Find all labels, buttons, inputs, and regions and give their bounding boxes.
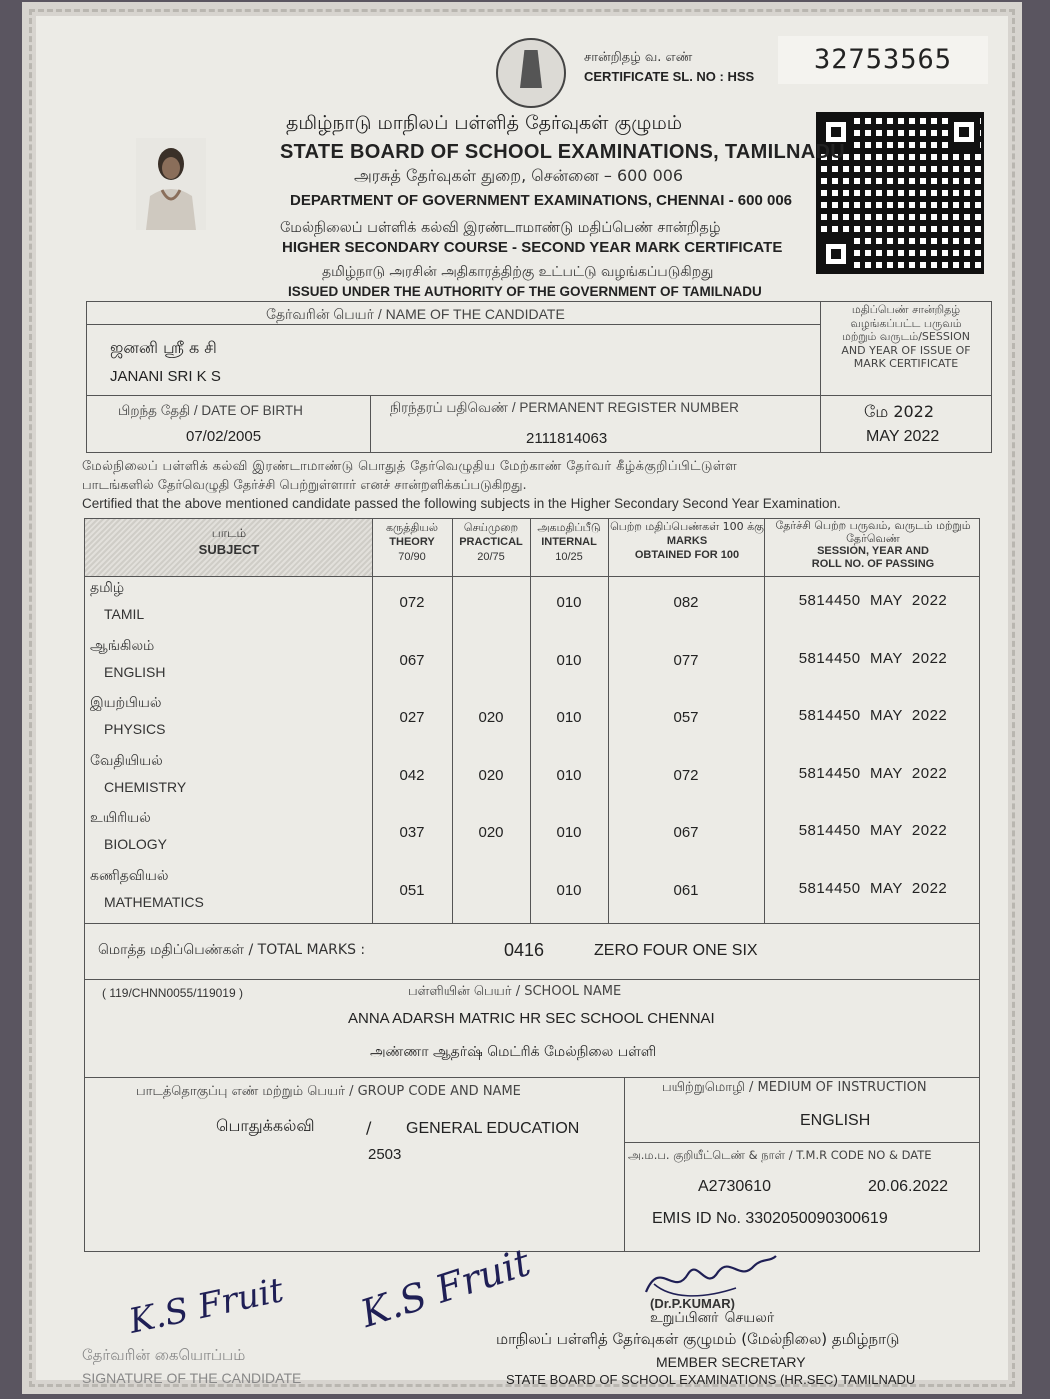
candidate-signature-2: K.S Fruit [355, 1240, 536, 1336]
theory-mark: 027 [399, 709, 425, 726]
group-name-ta: பொதுக்கல்வி [216, 1116, 315, 1135]
register-number-label: நிரந்தரப் பதிவெண் / PERMANENT REGISTER NUMBER [390, 400, 739, 415]
header-marks: பெற்ற மதிப்பெண்கள் 100 க்கு MARKS OBTAINED FOR 100 [610, 520, 764, 561]
session-issue-en: MAY 2022 [866, 428, 940, 445]
practical-mark: 020 [478, 709, 504, 726]
certificate-sheet [22, 2, 1022, 1394]
certify-text-en: Certified that the above mentioned candidate passed the following subjects in the Higher Secondary Second Year Examination. [82, 496, 841, 511]
internal-mark: 010 [556, 824, 582, 841]
header-internal: அகமதிப்பீடு INTERNAL 10/25 [537, 521, 601, 563]
candidate-name-label: தேர்வரின் பெயர் / NAME OF THE CANDIDATE [266, 306, 565, 322]
internal-mark: 010 [556, 766, 582, 784]
header-subject: பாடம் SUBJECT [198, 526, 260, 557]
school-name-label: பள்ளியின் பெயர் / SCHOOL NAME [408, 984, 622, 999]
group-code: 2503 [368, 1146, 402, 1163]
tmr-date: 20.06.2022 [868, 1178, 949, 1195]
internal-mark: 010 [556, 709, 582, 726]
medium-value: ENGLISH [800, 1112, 871, 1129]
header-theory: கருத்தியல் THEORY 70/90 [386, 521, 438, 563]
register-number: 2111814063 [526, 430, 608, 447]
session-of-issue-label: மதிப்பெண் சான்றிதழ் வழங்கப்பட்ட பருவம் மற்றும் வருடம்/SESSION AND YEAR OF ISSUE OF MARK CERTIFICATE [841, 303, 971, 370]
candidate-signature-label-en: SIGNATURE OF THE CANDIDATE [82, 1370, 302, 1386]
total-marks-value: 0416 [504, 940, 545, 960]
date-of-birth: 07/02/2005 [186, 428, 262, 445]
subject-name-ta: ஆங்கிலம் [90, 637, 155, 654]
authority-text-ta: தமிழ்நாடு அரசின் அதிகாரத்திற்கு உட்பட்டு வழங்கப்படுகிறது [322, 264, 714, 280]
group-label: பாடத்தொகுப்பு எண் மற்றும் பெயர் / GROUP CODE AND NAME [136, 1084, 521, 1099]
session-roll-no: 5814450 MAY 2022 [798, 707, 948, 724]
subject-name-ta: தமிழ் [90, 580, 125, 596]
certify-text-ta-1: மேல்நிலைப் பள்ளிக் கல்வி இரண்டாமாண்டு பொதுத் தேர்வெழுதிய மேற்காண் தேர்வர் கீழ்க்குறிப்பிட்டுள்ள [82, 459, 738, 474]
internal-mark: 010 [556, 594, 582, 611]
theory-mark: 042 [399, 766, 425, 784]
candidate-signature-label-ta: தேர்வரின் கையொப்பம் [82, 1346, 246, 1364]
secretary-name: (Dr.P.KUMAR) [650, 1296, 735, 1311]
government-emblem-icon [496, 38, 566, 108]
subject-name-en: TAMIL [104, 606, 145, 622]
candidate-name-ta: ஜனனி ஸ்ரீ க சி [110, 338, 217, 357]
theory-mark: 051 [399, 881, 425, 899]
tmr-code: A2730610 [698, 1178, 771, 1195]
internal-mark: 010 [556, 651, 582, 669]
certify-text-ta-2: பாடங்களில் தேர்வெழுதி தேர்ச்சி பெற்றுள்ளார் எனச் சான்றளிக்கப்படுகிறது. [82, 478, 527, 493]
session-roll-no: 5814450 MAY 2022 [798, 764, 948, 782]
theory-mark: 072 [399, 594, 425, 611]
total-mark: 061 [673, 881, 699, 899]
dept-name-en: DEPARTMENT OF GOVERNMENT EXAMINATIONS, CHENNAI - 600 006 [290, 192, 793, 209]
qr-code [816, 112, 984, 274]
secretary-board-ta: மாநிலப் பள்ளித் தேர்வுகள் குழுமம் (மேல்நிலை) தமிழ்நாடு [496, 1330, 900, 1348]
subject-name-en: PHYSICS [104, 721, 166, 737]
secretary-board-en: STATE BOARD OF SCHOOL EXAMINATIONS (HR.SEC) TAMILNADU [506, 1372, 916, 1387]
group-name-en: GENERAL EDUCATION [406, 1120, 580, 1137]
certificate-serial-number: 32753565 [778, 36, 988, 84]
header-session: தேர்ச்சி பெற்ற பருவம், வருடம் மற்றும் தேர்வெண் SESSION, YEAR AND ROLL NO. OF PASSING [775, 519, 971, 570]
dept-name-ta: அரசுத் தேர்வுகள் துறை, சென்னை – 600 006 [354, 166, 684, 185]
session-roll-no: 5814450 MAY 2022 [798, 822, 948, 839]
board-name-en: STATE BOARD OF SCHOOL EXAMINATIONS, TAMILNADU [280, 141, 845, 163]
candidate-name-en: JANANI SRI K S [110, 368, 221, 385]
subject-name-ta: கணிதவியல் [90, 867, 169, 884]
serial-label-en: CERTIFICATE SL. NO : HSS [584, 69, 755, 84]
session-roll-no: 5814450 MAY 2022 [798, 649, 948, 667]
session-issue-ta: மே 2022 [864, 402, 935, 421]
authority-text-en: ISSUED UNDER THE AUTHORITY OF THE GOVERNMENT OF TAMILNADU [288, 284, 762, 299]
subject-name-en: CHEMISTRY [104, 778, 187, 795]
subject-name-en: ENGLISH [104, 663, 166, 680]
group-separator: / [366, 1118, 372, 1137]
school-name-ta: அண்ணா ஆதர்ஷ் மெட்ரிக் மேல்நிலை பள்ளி [370, 1044, 657, 1060]
board-name-ta: தமிழ்நாடு மாநிலப் பள்ளித் தேர்வுகள் குழுமம் [286, 112, 683, 134]
tmr-label: அ.ம.ப. குறியீட்டெண் & நாள் / T.M.R CODE NO & DATE [628, 1148, 932, 1162]
theory-mark: 037 [399, 824, 425, 841]
subject-name-ta: இயற்பியல் [90, 695, 162, 711]
dob-label: பிறந்த தேதி / DATE OF BIRTH [118, 403, 303, 418]
session-roll-no: 5814450 MAY 2022 [798, 592, 948, 609]
course-title-ta: மேல்நிலைப் பள்ளிக் கல்வி இரண்டாமாண்டு மதிப்பெண் சான்றிதழ் [280, 220, 721, 236]
candidate-signature-1: K.S Fruit [125, 1270, 288, 1342]
subject-name-en: BIOLOGY [104, 836, 168, 852]
total-mark: 057 [673, 709, 699, 726]
secretary-title-ta: உறுப்பினா் செயலா் [650, 1310, 776, 1326]
subject-name-ta: உயிரியல் [90, 810, 151, 826]
school-code: ( 119/CHNN0055/119019 ) [102, 986, 243, 1000]
total-marks-words: ZERO FOUR ONE SIX [594, 942, 758, 959]
medium-label: பயிற்றுமொழி / MEDIUM OF INSTRUCTION [662, 1080, 927, 1095]
practical-mark: 020 [478, 766, 504, 784]
secretary-title-en: MEMBER SECRETARY [656, 1354, 806, 1370]
session-roll-no: 5814450 MAY 2022 [798, 879, 948, 897]
header-practical: செய்முறை PRACTICAL 20/75 [459, 521, 523, 563]
total-mark: 067 [673, 824, 699, 841]
school-name-en: ANNA ADARSH MATRIC HR SEC SCHOOL CHENNAI [348, 1010, 715, 1027]
course-title-en: HIGHER SECONDARY COURSE - SECOND YEAR MARK CERTIFICATE [282, 239, 783, 256]
candidate-photo [136, 138, 206, 230]
serial-label-ta: சான்றிதழ் வ. எண் [584, 50, 693, 65]
total-mark: 082 [673, 594, 699, 611]
total-marks-label: மொத்த மதிப்பெண்கள் / TOTAL MARKS : [98, 942, 366, 958]
emis-id: EMIS ID No. 3302050090300619 [652, 1210, 888, 1227]
total-mark: 077 [673, 651, 699, 669]
theory-mark: 067 [399, 651, 425, 669]
total-mark: 072 [673, 766, 699, 784]
subject-name-ta: வேதியியல் [90, 752, 163, 769]
subject-name-en: MATHEMATICS [104, 893, 204, 910]
internal-mark: 010 [556, 881, 582, 899]
practical-mark: 020 [478, 824, 504, 841]
